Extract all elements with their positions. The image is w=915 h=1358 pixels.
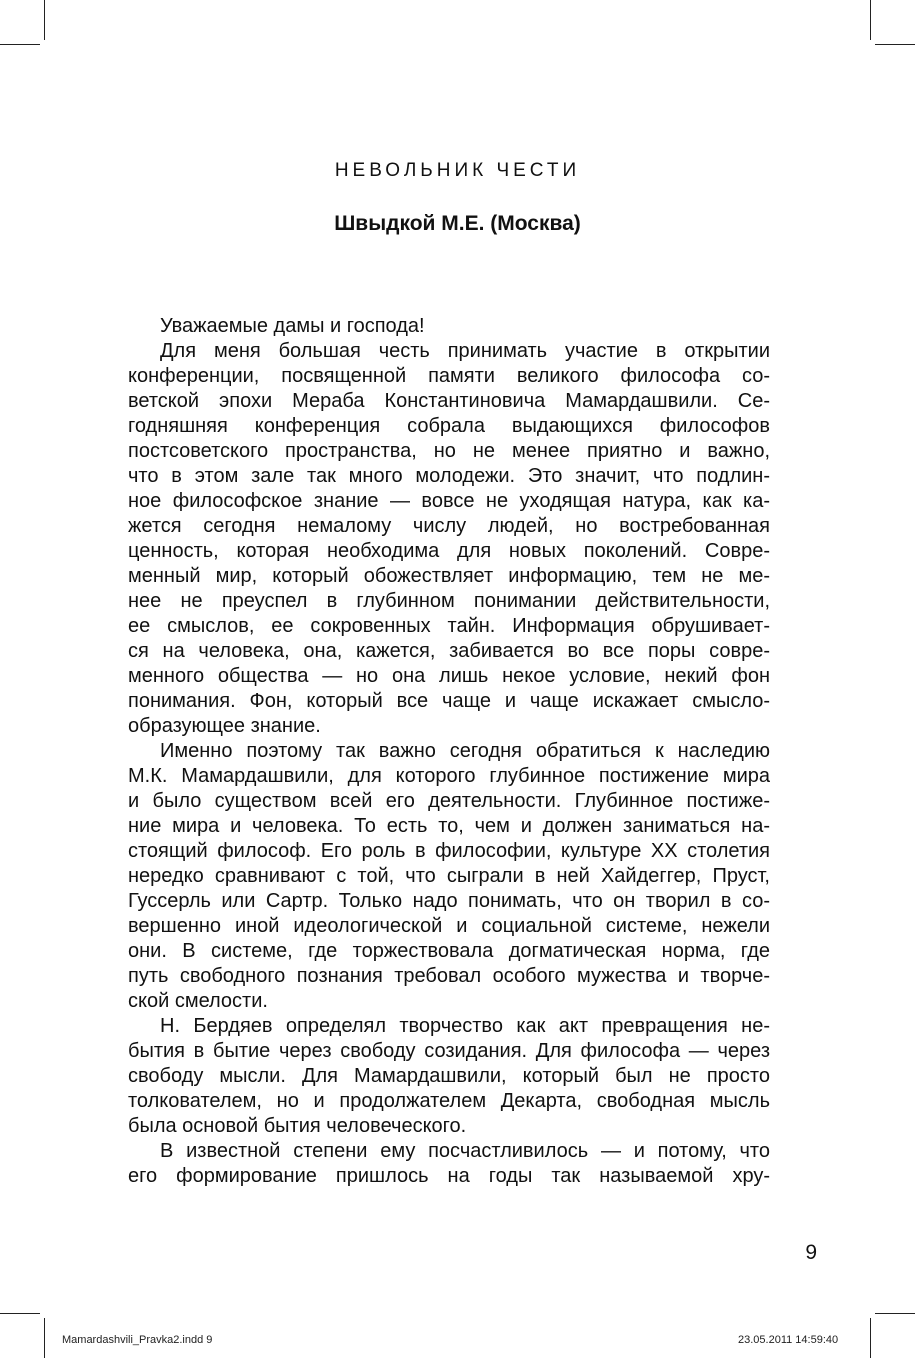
- text-line: жется сегодня немалому числу людей, но востребованная: [128, 515, 770, 537]
- text-line: ценность, которая необходима для новых поколений. Совре-: [128, 540, 770, 562]
- text-line: бытия в бытие через свободу созидания. Для философа — через: [128, 1040, 770, 1062]
- running-head: НЕВОЛЬНИК ЧЕСТИ: [334, 160, 581, 181]
- text-line: вершенно иной идеологической и социальной системе, нежели: [128, 915, 770, 937]
- text-line: ние мира и человека. То есть то, чем и должен заниматься на-: [128, 815, 770, 837]
- slug-datetime: 23.05.2011 14:59:40: [738, 1334, 839, 1346]
- text-line: годняшняя конференция собрала выдающихся философов: [128, 415, 770, 437]
- text-line: ся на человека, она, кажется, забивается во все поры совре-: [128, 640, 770, 662]
- crop-mark-bottom-left-vertical: [44, 1318, 45, 1358]
- slug-filename: Mamardashvili_Pravka2.indd 9: [62, 1334, 213, 1346]
- crop-mark-top-left-vertical: [44, 0, 45, 40]
- text-line: Для меня большая честь принимать участие в открытии: [160, 340, 770, 362]
- text-line: образующее знание.: [128, 715, 321, 737]
- text-line: Именно поэтому так важно сегодня обратиться к наследию: [160, 740, 770, 762]
- text-line: ное философское знание — вовсе не уходящая натура, как ка-: [128, 490, 770, 512]
- crop-mark-bottom-right-vertical: [870, 1318, 871, 1358]
- text-line: что в этом зале так много молодежи. Это значит, что подлин-: [128, 465, 770, 487]
- text-line: менного общества — но она лишь некое условие, некий фон: [128, 665, 770, 687]
- article-body: [128, 314, 770, 1189]
- text-line: ее смыслов, ее сокровенных тайн. Информация обрушивает-: [128, 615, 770, 637]
- crop-mark-top-left-horizontal: [0, 44, 40, 45]
- text-line: стоящий философ. Его роль в философии, культуре XX столетия: [128, 840, 770, 862]
- text-line: постсоветского пространства, но не менее приятно и важно,: [128, 440, 770, 462]
- crop-mark-bottom-right-horizontal: [875, 1313, 915, 1314]
- text-line: свободу мысли. Для Мамардашвили, который был не просто: [128, 1065, 770, 1087]
- text-line: и было существом всей его деятельности. Глубинное постиже-: [128, 790, 770, 812]
- text-line: была основой бытия человеческого.: [128, 1115, 467, 1137]
- text-line: толкователем, но и продолжателем Декарта, свободная мысль: [128, 1090, 770, 1112]
- text-line: путь свободного познания требовал особого мужества и творче-: [128, 965, 770, 987]
- crop-mark-bottom-left-horizontal: [0, 1313, 40, 1314]
- page-number: 9: [805, 1241, 817, 1264]
- text-line: менный мир, который обожествляет информацию, тем не ме-: [128, 565, 770, 587]
- text-line: нередко сравнивают с той, что сыграли в ней Хайдеггер, Пруст,: [128, 865, 770, 887]
- text-line: Уважаемые дамы и господа!: [160, 315, 425, 337]
- crop-mark-top-right-vertical: [870, 0, 871, 40]
- text-line: Гуссерль или Сартр. Только надо понимать, что он творил в со-: [128, 890, 770, 912]
- text-line: В известной степени ему посчастливилось — и потому, что: [160, 1140, 770, 1162]
- text-line: его формирование пришлось на годы так называемой хру-: [128, 1165, 770, 1187]
- text-line: М.К. Мамардашвили, для которого глубинное постижение мира: [128, 765, 770, 787]
- crop-mark-top-right-horizontal: [875, 44, 915, 45]
- text-line: ской смелости.: [128, 990, 268, 1012]
- text-line: нее не преуспел в глубинном понимании действительности,: [128, 590, 770, 612]
- text-line: Н. Бердяев определял творчество как акт превращения не-: [160, 1015, 770, 1037]
- author-heading: Швыдкой М.Е. (Москва): [334, 212, 581, 235]
- text-line: ветской эпохи Мераба Константиновича Мамардашвили. Се-: [128, 390, 770, 412]
- text-line: понимания. Фон, который все чаще и чаще искажает смысло-: [128, 690, 770, 712]
- text-line: конференции, посвященной памяти великого философа со-: [128, 365, 770, 387]
- text-line: они. В системе, где торжествовала догматическая норма, где: [128, 940, 770, 962]
